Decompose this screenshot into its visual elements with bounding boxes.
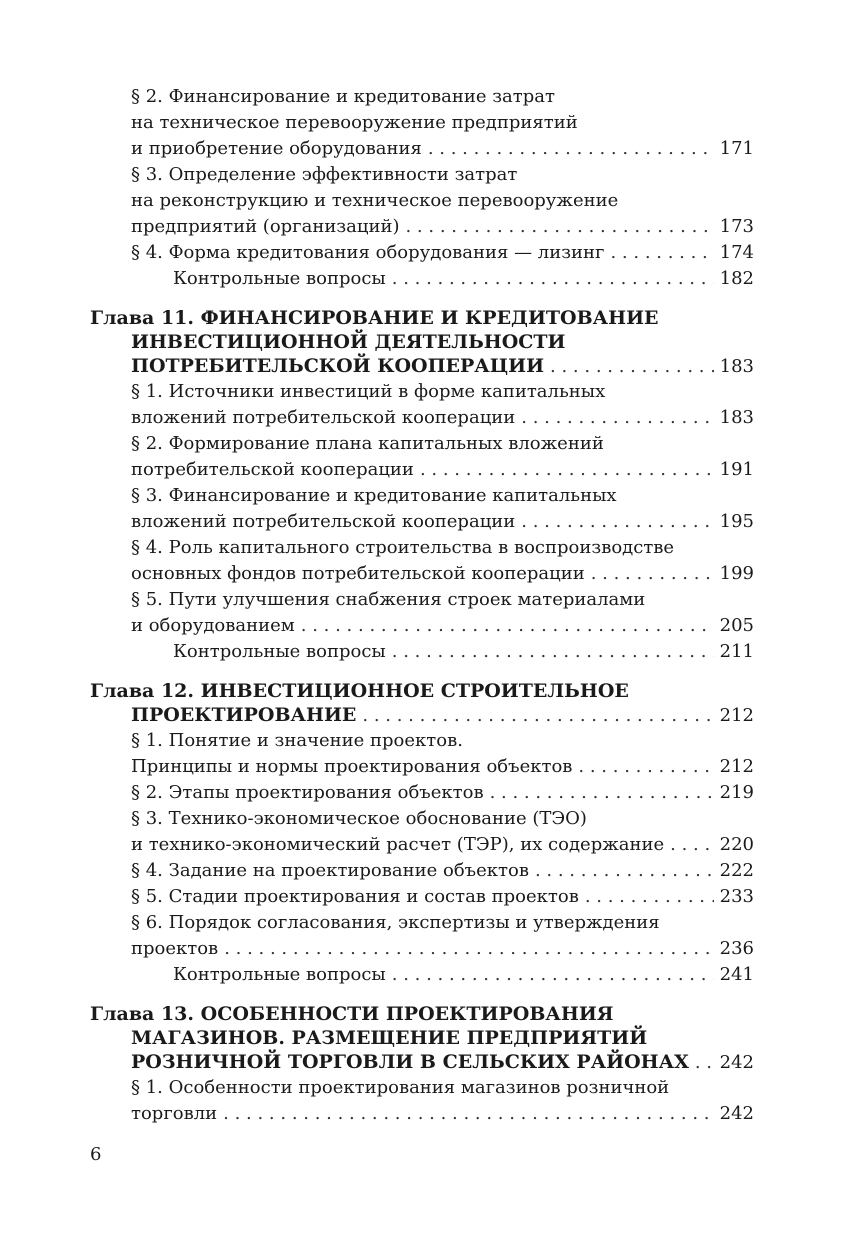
toc-page-number: 174 bbox=[719, 242, 754, 263]
chapter-label: Глава 13. bbox=[90, 1003, 195, 1025]
chapter-heading-line[interactable] bbox=[90, 679, 754, 703]
toc-entry-title: § 4. Задание на проектирование объектов bbox=[131, 860, 529, 881]
toc-page-number: 173 bbox=[719, 216, 754, 237]
toc-entry[interactable] bbox=[90, 936, 754, 962]
toc-entry[interactable] bbox=[90, 405, 754, 431]
toc-entry-title: предприятий (организаций) bbox=[131, 216, 400, 237]
chapter-title-line: МАГАЗИНОВ. РАЗМЕЩЕНИЕ ПРЕДПРИЯТИЙ bbox=[131, 1027, 648, 1049]
chapter-label: Глава 11. bbox=[90, 307, 195, 329]
toc-entry[interactable] bbox=[90, 1101, 754, 1127]
toc-entry-line: § 2. Формирование плана капитальных вложений bbox=[131, 433, 604, 454]
dot-leader bbox=[420, 457, 714, 483]
toc-page-number: 191 bbox=[719, 459, 754, 480]
dot-leader bbox=[550, 355, 714, 379]
dot-leader bbox=[392, 266, 714, 292]
chapter-heading-line[interactable] bbox=[90, 1002, 754, 1026]
toc-entry[interactable] bbox=[90, 561, 754, 587]
toc-entry[interactable] bbox=[90, 754, 754, 780]
toc-entry[interactable] bbox=[90, 240, 754, 266]
toc-entry-line: § 1. Особенности проектирования магазинов розничной bbox=[131, 1077, 670, 1098]
chapter-title-line: ИНВЕСТИЦИОННОЙ ДЕЯТЕЛЬНОСТИ bbox=[131, 331, 566, 353]
toc-entry-line: § 2. Финансирование и кредитование затрат bbox=[131, 86, 555, 107]
dot-leader bbox=[223, 1101, 713, 1127]
toc-entry-line: § 3. Финансирование и кредитование капитальных bbox=[131, 485, 617, 506]
page-number: 6 bbox=[90, 1144, 102, 1165]
dot-leader bbox=[695, 1051, 714, 1075]
chapter-title-line: ОСОБЕННОСТИ ПРОЕКТИРОВАНИЯ bbox=[200, 1003, 614, 1025]
toc-page-number: 242 bbox=[719, 1103, 754, 1124]
dot-leader bbox=[578, 754, 713, 780]
toc-page-number: 171 bbox=[719, 138, 754, 159]
dot-leader bbox=[490, 780, 714, 806]
toc-entry-control-questions[interactable] bbox=[90, 266, 754, 292]
toc-entry[interactable] bbox=[90, 509, 754, 535]
toc-entry-line: § 3. Технико-экономическое обоснование (ТЭО) bbox=[131, 808, 587, 829]
toc-page-number: 212 bbox=[719, 756, 754, 777]
toc-page-number: 183 bbox=[719, 407, 754, 428]
toc-page-number: 183 bbox=[719, 356, 754, 377]
toc-entry-title: Принципы и нормы проектирования объектов bbox=[131, 756, 573, 777]
toc-entry-title: Контрольные вопросы bbox=[173, 641, 386, 662]
dot-leader bbox=[521, 405, 713, 431]
toc-entry[interactable] bbox=[90, 832, 754, 858]
dot-leader bbox=[224, 936, 713, 962]
toc-page-number: 242 bbox=[719, 1052, 754, 1073]
toc-entry-control-questions[interactable] bbox=[90, 962, 754, 988]
toc-entry-line: на реконструкцию и техническое перевооружение bbox=[131, 190, 619, 211]
toc-page-number: 236 bbox=[719, 938, 754, 959]
chapter-heading-row[interactable] bbox=[90, 1050, 754, 1075]
dot-leader bbox=[405, 214, 713, 240]
dot-leader bbox=[362, 704, 713, 728]
toc-entry-line: § 1. Понятие и значение проектов. bbox=[131, 730, 463, 751]
dot-leader bbox=[392, 962, 714, 988]
toc-page-number: 211 bbox=[719, 641, 754, 662]
toc-page-number: 241 bbox=[719, 964, 754, 985]
chapter-heading-row[interactable] bbox=[90, 703, 754, 728]
toc-page-number: 199 bbox=[719, 563, 754, 584]
chapter-11 bbox=[90, 306, 754, 379]
dot-leader bbox=[585, 884, 714, 910]
table-of-contents bbox=[90, 84, 754, 1127]
toc-entry-title: торговли bbox=[131, 1103, 218, 1124]
toc-page-number: 182 bbox=[719, 268, 754, 289]
toc-entry-line: § 1. Источники инвестиций в форме капитальных bbox=[131, 381, 606, 402]
toc-entry-title: Контрольные вопросы bbox=[173, 268, 386, 289]
chapter-title-line: ФИНАНСИРОВАНИЕ И КРЕДИТОВАНИЕ bbox=[200, 307, 659, 329]
toc-entry[interactable] bbox=[90, 613, 754, 639]
dot-leader bbox=[535, 858, 714, 884]
toc-entry-title: и оборудованием bbox=[131, 615, 295, 636]
toc-page-number: 222 bbox=[719, 860, 754, 881]
toc-entry-title: Контрольные вопросы bbox=[173, 964, 386, 985]
chapter-title-line: ПРОЕКТИРОВАНИЕ bbox=[131, 704, 357, 726]
toc-entry-line: § 3. Определение эффективности затрат bbox=[131, 164, 518, 185]
toc-page-number: 219 bbox=[719, 782, 754, 803]
chapter-title-line: РОЗНИЧНОЙ ТОРГОВЛИ В СЕЛЬСКИХ РАЙОНАХ bbox=[131, 1051, 689, 1073]
toc-entry-control-questions[interactable] bbox=[90, 639, 754, 665]
toc-entry-title: вложений потребительской кооперации bbox=[131, 511, 516, 532]
chapter-12 bbox=[90, 679, 754, 728]
toc-entry[interactable] bbox=[90, 780, 754, 806]
chapter-label: Глава 12. bbox=[90, 680, 195, 702]
toc-entry[interactable] bbox=[90, 214, 754, 240]
toc-entry-line: § 4. Роль капитального строительства в воспроизводстве bbox=[131, 537, 675, 558]
toc-entry-title: § 2. Этапы проектирования объектов bbox=[131, 782, 484, 803]
dot-leader bbox=[521, 509, 713, 535]
toc-entry-title: § 4. Форма кредитования оборудования — лизинг bbox=[131, 242, 605, 263]
toc-entry-line: на техническое перевооружение предприятий bbox=[131, 112, 578, 133]
dot-leader bbox=[392, 639, 714, 665]
toc-entry-line: § 5. Пути улучшения снабжения строек материалами bbox=[131, 589, 646, 610]
toc-entry-title: проектов bbox=[131, 938, 219, 959]
toc-page-number: 233 bbox=[719, 886, 754, 907]
dot-leader bbox=[301, 613, 714, 639]
toc-entry-line: § 6. Порядок согласования, экспертизы и утверждения bbox=[131, 912, 660, 933]
dot-leader bbox=[591, 561, 714, 587]
dot-leader bbox=[610, 240, 713, 266]
dot-leader bbox=[428, 136, 714, 162]
toc-entry[interactable] bbox=[90, 136, 754, 162]
toc-entry-title: основных фондов потребительской кооперации bbox=[131, 563, 585, 584]
toc-entry[interactable] bbox=[90, 457, 754, 483]
toc-entry-title: потребительской кооперации bbox=[131, 459, 414, 480]
toc-entry-title: вложений потребительской кооперации bbox=[131, 407, 516, 428]
toc-entry-title: § 5. Стадии проектирования и состав проектов bbox=[131, 886, 579, 907]
chapter-heading-row[interactable] bbox=[90, 354, 754, 379]
chapter-13 bbox=[90, 1002, 754, 1075]
chapter-title-line: ИНВЕСТИЦИОННОЕ СТРОИТЕЛЬНОЕ bbox=[200, 680, 629, 702]
toc-page-number: 195 bbox=[719, 511, 754, 532]
toc-page-number: 212 bbox=[719, 705, 754, 726]
toc-entry-title: и приобретение оборудования bbox=[131, 138, 422, 159]
toc-page-number: 220 bbox=[719, 834, 754, 855]
chapter-heading-line[interactable] bbox=[90, 306, 754, 330]
chapter-title-line: ПОТРЕБИТЕЛЬСКОЙ КООПЕРАЦИИ bbox=[131, 355, 545, 377]
dot-leader bbox=[670, 832, 713, 858]
toc-entry-title: и технико-экономический расчет (ТЭР), их содержание bbox=[131, 834, 665, 855]
toc-page-number: 205 bbox=[719, 615, 754, 636]
toc-entry[interactable] bbox=[90, 884, 754, 910]
toc-entry[interactable] bbox=[90, 858, 754, 884]
